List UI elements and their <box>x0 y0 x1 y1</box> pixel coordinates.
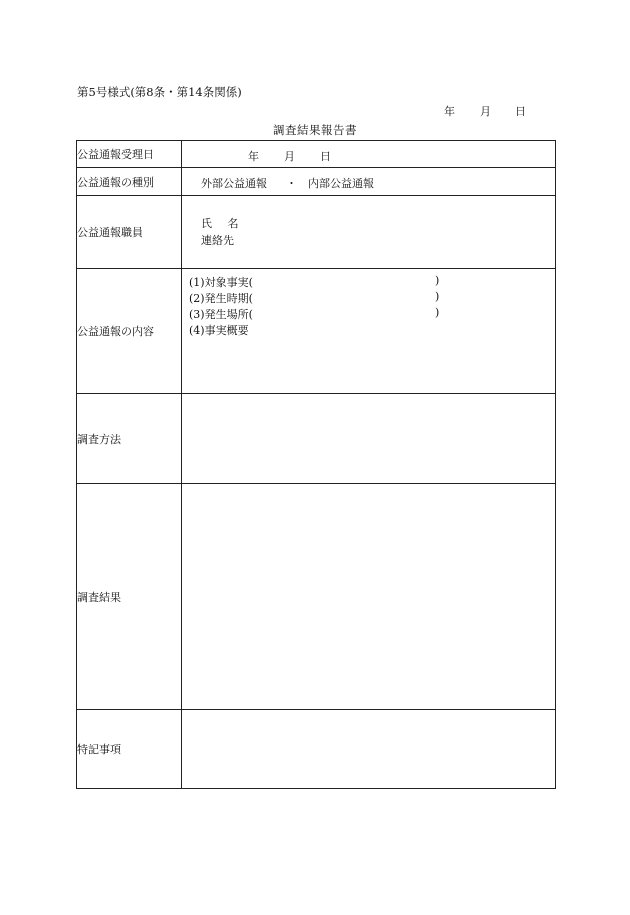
notes-label: 特記事項 <box>77 710 182 789</box>
content-item-4: (4)事実概要 <box>189 324 249 337</box>
content-field[interactable] <box>182 269 556 394</box>
header-day: 日 <box>515 105 526 118</box>
row-result <box>77 484 556 710</box>
row-method <box>77 394 556 484</box>
type-separator: ・ <box>286 177 297 190</box>
row-staff <box>77 196 556 269</box>
row-notes <box>77 710 556 789</box>
row-content <box>77 269 556 394</box>
received-day: 日 <box>320 150 331 163</box>
method-label: 調査方法 <box>77 394 182 484</box>
content-item-2-close: ) <box>435 290 440 303</box>
type-field <box>182 168 556 196</box>
content-item-2: (2)発生時期( <box>189 292 253 305</box>
staff-name-label: 氏 名 <box>201 217 245 230</box>
staff-field[interactable] <box>182 196 556 269</box>
header-month: 月 <box>480 105 491 118</box>
notes-field[interactable] <box>182 710 556 789</box>
content-item-1-close: ) <box>435 274 440 287</box>
document-title: 調査結果報告書 <box>273 123 357 137</box>
content-item-1: (1)対象事実( <box>189 276 253 289</box>
type-label: 公益通報の種別 <box>77 168 182 196</box>
content-item-3: (3)発生場所( <box>189 308 253 321</box>
result-field[interactable] <box>182 484 556 710</box>
header-year: 年 <box>444 105 455 118</box>
row-type <box>77 168 556 196</box>
content-label: 公益通報の内容 <box>77 269 182 394</box>
result-label: 調査結果 <box>77 484 182 710</box>
report-form-table <box>76 140 556 789</box>
staff-contact-label: 連絡先 <box>201 234 234 247</box>
received-date-field[interactable] <box>182 141 556 168</box>
received-date-label: 公益通報受理日 <box>77 141 182 168</box>
received-month: 月 <box>284 150 295 163</box>
received-year: 年 <box>248 150 259 163</box>
method-field[interactable] <box>182 394 556 484</box>
content-item-3-close: ) <box>435 306 440 319</box>
staff-label: 公益通報職員 <box>77 196 182 269</box>
row-received-date <box>77 141 556 168</box>
form-number: 第5号様式(第8条・第14条関係) <box>77 85 242 99</box>
type-option-internal[interactable]: 内部公益通報 <box>308 177 374 190</box>
type-option-external[interactable]: 外部公益通報 <box>201 177 267 190</box>
